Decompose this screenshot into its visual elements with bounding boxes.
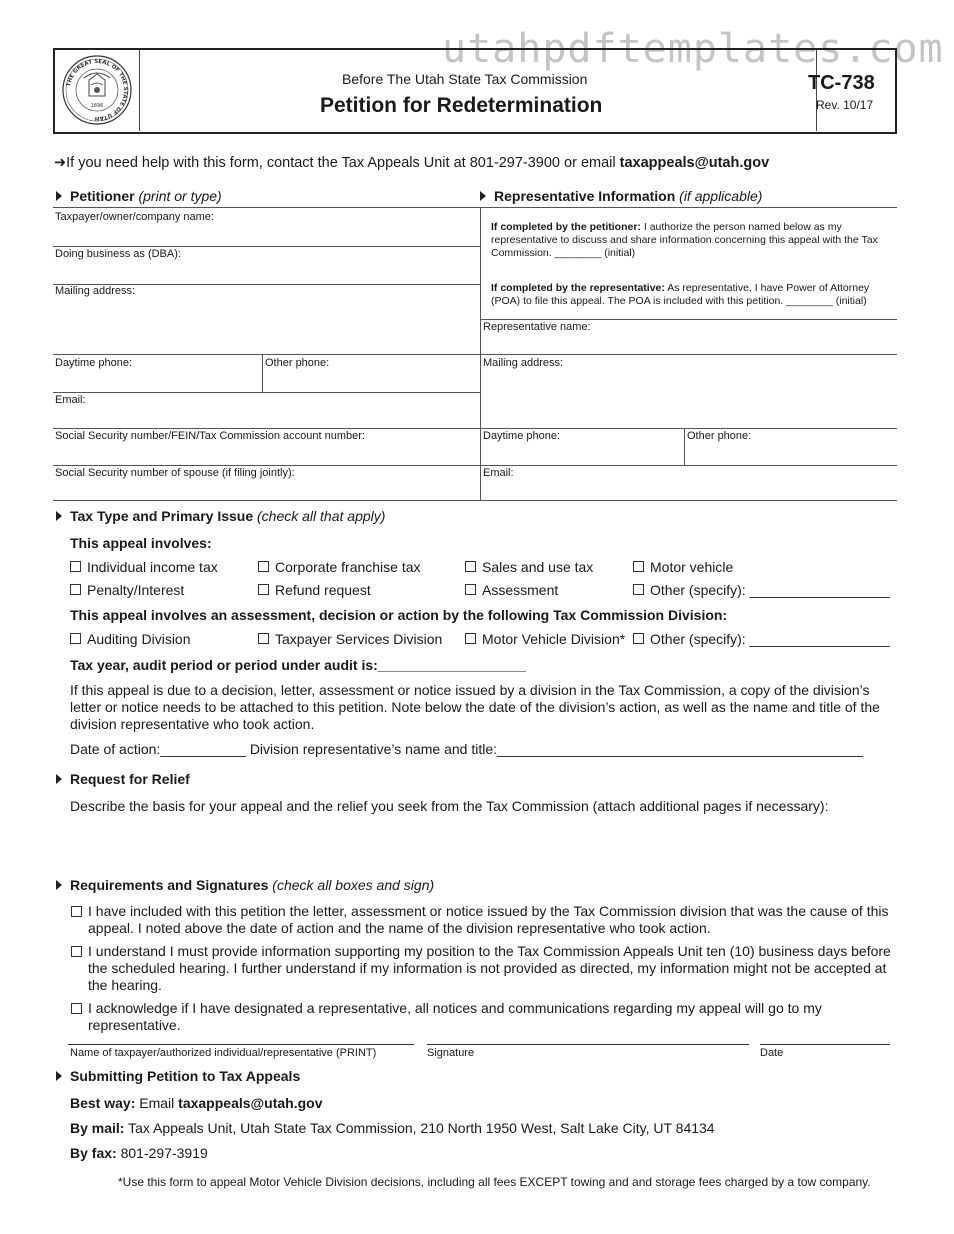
checkbox-icon (258, 584, 269, 595)
mailing-address-label: Mailing address: (55, 285, 136, 297)
checkbox-other-division[interactable]: Other (specify): __________________ (633, 631, 890, 647)
representative-heading: Representative Information (if applicable) (480, 188, 762, 204)
relief-instructions: Describe the basis for your appeal and the relief you seek from the Tax Commission (attach additional pages if necessary): (70, 798, 829, 814)
checkbox-icon (465, 633, 476, 644)
arrow-right-icon: ➜ (54, 155, 67, 171)
checkbox-requirement-information[interactable]: I understand I must provide information supporting my position to the Tax Commission Appeals Unit ten (10) business days before the scheduled hearing. I further understand if my information is not provided as directed, my information might not be accepted at the hearing. (70, 943, 896, 994)
dba-field[interactable] (53, 260, 480, 284)
other-phone-field[interactable] (263, 370, 479, 392)
checkbox-icon (70, 633, 81, 644)
email-label: Email: (55, 394, 86, 406)
checkbox-icon (465, 561, 476, 572)
date-label: Date (760, 1047, 784, 1059)
checkbox-auditing-division[interactable]: Auditing Division (70, 631, 191, 647)
rep-daytime-phone-label: Daytime phone: (483, 430, 561, 442)
section-arrow-icon (56, 880, 62, 890)
ssn-field[interactable] (53, 443, 480, 465)
rep-other-phone-field[interactable] (685, 443, 896, 465)
footnote: *Use this form to appeal Motor Vehicle Division decisions, including all fees EXCEPT towing and and storage fees charged by a tow company. (118, 1175, 871, 1189)
utah-seal-icon (55, 50, 139, 131)
rep-mailing-label: Mailing address: (483, 357, 564, 369)
email-field[interactable] (53, 406, 480, 428)
dba-label: Doing business as (DBA): (55, 248, 181, 260)
taxpayer-name-field[interactable] (53, 222, 480, 246)
seal-year: 1896 (90, 103, 104, 109)
submit-best-way: Best way: Email taxappeals@utah.gov (70, 1095, 323, 1111)
ssn-label: Social Security number/FEIN/Tax Commission account number: (55, 430, 365, 442)
checkbox-icon (71, 906, 82, 917)
checkbox-individual-income-tax[interactable]: Individual income tax (70, 559, 218, 575)
relief-text-area[interactable] (70, 818, 896, 874)
checkbox-requirement-letter[interactable]: I have included with this petition the letter, assessment or notice issued by the Tax Commission division that was the cause of this appeal. I noted above the date of action and the name of the division representative who took action. (70, 903, 896, 937)
submit-by-fax: By fax: 801-297-3919 (70, 1145, 208, 1161)
relief-heading: Request for Relief (56, 771, 190, 787)
checkbox-motor-vehicle-division[interactable]: Motor Vehicle Division* (465, 631, 625, 647)
divider (53, 354, 480, 355)
divider (53, 392, 480, 393)
checkbox-icon (258, 633, 269, 644)
submit-by-mail: By mail: Tax Appeals Unit, Utah State Tax Commission, 210 North 1950 West, Salt Lake City, UT 84134 (70, 1120, 715, 1136)
page-title: Petition for Redetermination (320, 94, 603, 117)
checkbox-motor-vehicle[interactable]: Motor vehicle (633, 559, 733, 575)
help-line (54, 155, 769, 171)
spouse-ssn-label: Social Security number of spouse (if filing jointly): (55, 467, 295, 479)
divider (480, 465, 897, 466)
petitioner-heading: Petitioner (print or type) (56, 188, 222, 204)
divider (53, 500, 897, 501)
svg-text:THE GREAT SEAL OF THE STATE OF: THE GREAT SEAL OF THE STATE OF UTAH (66, 58, 129, 122)
tax-year-field[interactable]: Tax year, audit period or period under audit is:___________________ (70, 657, 526, 673)
checkbox-refund-request[interactable]: Refund request (258, 582, 371, 598)
submitting-heading: Submitting Petition to Tax Appeals (56, 1068, 300, 1084)
rep-mailing-field[interactable] (481, 370, 896, 428)
signature-line[interactable] (427, 1044, 749, 1045)
rep-name-field[interactable] (481, 334, 896, 354)
submit-email-link[interactable]: taxappeals@utah.gov (178, 1095, 323, 1111)
divider (480, 319, 897, 320)
signature-label: Signature (427, 1047, 475, 1059)
rep-daytime-phone-field[interactable] (481, 443, 684, 465)
watermark-text: utahpdftemplates.com (442, 26, 944, 72)
seal-cell (55, 50, 140, 131)
checkbox-icon (71, 946, 82, 957)
divider (480, 428, 897, 429)
spouse-ssn-field[interactable] (53, 479, 480, 500)
checkbox-requirement-representative[interactable]: I acknowledge if I have designated a representative, all notices and communications regarding my appeal will go to my representative. (70, 1000, 896, 1034)
checkbox-icon (70, 561, 81, 572)
division-label: This appeal involves an assessment, decision or action by the following Tax Commission Division: (70, 607, 728, 623)
agency-line: Before The Utah State Tax Commission (342, 71, 588, 87)
checkbox-icon (70, 584, 81, 595)
checkbox-icon (258, 561, 269, 572)
checkbox-other-tax-type[interactable]: Other (specify): __________________ (633, 582, 890, 598)
date-line[interactable] (760, 1044, 890, 1045)
help-email-link[interactable]: taxappeals@utah.gov (619, 155, 770, 171)
checkbox-sales-use-tax[interactable]: Sales and use tax (465, 559, 593, 575)
requirements-heading: Requirements and Signatures (check all boxes and sign) (56, 877, 434, 893)
print-name-label: Name of taxpayer/authorized individual/representative (PRINT) (70, 1047, 377, 1059)
mailing-address-field[interactable] (53, 298, 480, 354)
form-header (53, 48, 897, 134)
rep-email-field[interactable] (481, 479, 896, 500)
rep-name-label: Representative name: (483, 321, 591, 333)
divider (53, 465, 480, 466)
divider (53, 428, 480, 429)
help-text: If you need help with this form, contact the Tax Appeals Unit at 801-297-3900 or email (66, 155, 620, 171)
tax-type-heading: Tax Type and Primary Issue (check all that apply) (56, 508, 385, 524)
rep-other-phone-label: Other phone: (687, 430, 752, 442)
form-code: TC-738 (808, 72, 875, 94)
checkbox-assessment[interactable]: Assessment (465, 582, 558, 598)
checkbox-icon (633, 561, 644, 572)
other-phone-label: Other phone: (265, 357, 330, 369)
section-arrow-icon (56, 774, 62, 784)
petitioner-authorization: If completed by the petitioner: I authorize the person named below as my representative to discuss and share information concerning this appeal with the Tax Commission. ________ (initial) (491, 221, 878, 259)
taxpayer-name-label: Taxpayer/owner/company name: (55, 211, 214, 223)
checkbox-icon (71, 1003, 82, 1014)
checkbox-icon (465, 584, 476, 595)
form-revision: Rev. 10/17 (816, 98, 874, 112)
checkbox-corporate-franchise-tax[interactable]: Corporate franchise tax (258, 559, 421, 575)
daytime-phone-field[interactable] (53, 370, 262, 392)
checkbox-icon (633, 584, 644, 595)
checkbox-icon (633, 633, 644, 644)
section-arrow-icon (56, 1071, 62, 1081)
checkbox-taxpayer-services[interactable]: Taxpayer Services Division (258, 631, 442, 647)
section-arrow-icon (480, 191, 486, 201)
divider (53, 207, 480, 208)
date-of-action-field[interactable]: Date of action:___________ Division representative’s name and title:_______________________________________________ (70, 741, 863, 757)
checkbox-penalty-interest[interactable]: Penalty/Interest (70, 582, 184, 598)
divider (480, 354, 897, 355)
notice-instructions: If this appeal is due to a decision, letter, assessment or notice issued by a division in the Tax Commission, a copy of the division’s letter or notice needs to be attached to this petition. Note below the date of the division’s action, as well as the name and title of the division representative who took action. (70, 682, 880, 732)
representative-poa: If completed by the representative: As representative, I have Power of Attorney (POA) to file this appeal. The POA is included with this petition. ________ (initial) (491, 282, 870, 307)
section-arrow-icon (56, 511, 62, 521)
divider (53, 246, 480, 247)
appeal-involves-label: This appeal involves: (70, 535, 212, 551)
daytime-phone-label: Daytime phone: (55, 357, 133, 369)
divider (480, 207, 897, 208)
print-name-line[interactable] (68, 1044, 414, 1045)
section-arrow-icon (56, 191, 62, 201)
rep-email-label: Email: (483, 467, 514, 479)
